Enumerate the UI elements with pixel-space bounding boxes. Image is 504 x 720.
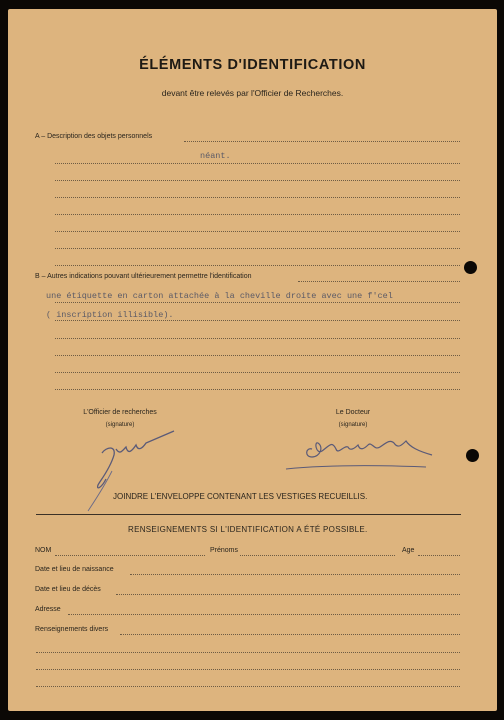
section-divider xyxy=(36,514,461,515)
dotted-line xyxy=(55,214,460,215)
dotted-line xyxy=(55,372,460,373)
dotted-line xyxy=(55,355,460,356)
doctor-handwritten-signature xyxy=(276,429,436,477)
dotted-line xyxy=(130,574,460,575)
document-subtitle: devant être relevés par l'Officier de Recherches. xyxy=(161,88,344,98)
dotted-line xyxy=(55,180,460,181)
dotted-line xyxy=(116,594,460,595)
dotted-line xyxy=(55,389,460,390)
punch-hole xyxy=(464,261,477,274)
adresse-label: Adresse xyxy=(35,606,61,613)
age-label: Age xyxy=(402,547,415,554)
divers-label: Renseignements divers xyxy=(35,626,109,633)
doctor-signature-sub: (signature) xyxy=(338,422,368,428)
document-page xyxy=(8,9,497,711)
section-b-typed-line-2: ( inscription illisible). xyxy=(46,310,174,320)
dotted-line xyxy=(68,614,460,615)
dotted-line xyxy=(36,686,460,687)
dotted-line xyxy=(55,320,460,321)
dotted-line xyxy=(55,338,460,339)
dotted-line xyxy=(240,555,395,556)
envelope-instruction: JOINDRE L'ENVELOPPE CONTENANT LES VESTIGES RECUEILLIS. xyxy=(113,492,368,501)
officer-handwritten-signature xyxy=(76,425,186,515)
dotted-line xyxy=(55,555,205,556)
dotted-line xyxy=(55,265,460,266)
officer-signature-label: L'Officier de recherches xyxy=(83,409,157,416)
dotted-line xyxy=(55,197,460,198)
dotted-line xyxy=(36,652,460,653)
dotted-line xyxy=(55,248,460,249)
document-title: ÉLÉMENTS D'IDENTIFICATION xyxy=(139,57,366,73)
nom-label: NOM xyxy=(35,547,52,554)
section-a-label: A – Description des objets personnels xyxy=(35,133,153,140)
section-b-typed-line-1: une étiquette en carton attachée à la cheville droite avec une f'cel xyxy=(46,291,393,301)
dotted-line xyxy=(55,302,460,303)
naissance-label: Date et lieu de naissance xyxy=(35,566,114,573)
dotted-line xyxy=(298,281,460,282)
dotted-line xyxy=(418,555,460,556)
prenoms-label: Prénoms xyxy=(210,547,239,554)
dotted-line xyxy=(184,141,460,142)
dotted-line xyxy=(55,163,460,164)
deces-label: Date et lieu de décès xyxy=(35,586,101,593)
punch-hole xyxy=(466,449,479,462)
dotted-line xyxy=(55,231,460,232)
identification-info-heading: RENSEIGNEMENTS SI L'IDENTIFICATION A ÉTÉ POSSIBLE. xyxy=(128,525,368,534)
officer-signature-sub: (signature) xyxy=(105,422,135,428)
section-a-typed-value: néant. xyxy=(200,151,231,161)
dotted-line xyxy=(36,669,460,670)
dotted-line xyxy=(120,634,460,635)
section-b-label: B – Autres indications pouvant ultérieurement permettre l'identification xyxy=(35,273,252,280)
doctor-signature-label: Le Docteur xyxy=(335,409,371,416)
